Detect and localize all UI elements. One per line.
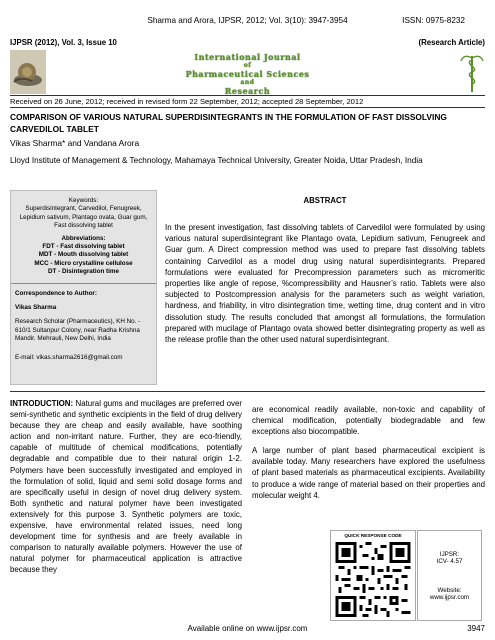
keywords: Superdisintegrant, Carvedilol, Fenugreek, Lepidium sativum, Plantago ovata, Guar gum, Fast dissolving tablet — [19, 205, 148, 230]
masthead-line-1: International Journal — [194, 52, 301, 62]
qr-label: QUICK RESPONSE CODE — [344, 533, 402, 538]
paper-title: COMPARISON OF VARIOUS NATURAL SUPERDISINTEGRANTS IN THE FORMULATION OF FAST DISSOLVING CARVEDILOL TABLET — [10, 112, 447, 134]
abstract-text: In the present investigation, fast dissolving tablets of Carvedilol were formulated by using various natural superdisintegrant like Plantago ovata, Lepidium sativum, Fenugreek and Guar gum. A Direct compression method was used to prepare fast dissolving tablets containing Carvedilol as a model drug using natural superdisintegrants. Prepared formulations were evaluated for Precompression parameters such as micromeritic properties like angle of repose, %compressibility and Hausner’s ratio. Tablets were also subjected to Postcompression analysis for the parameters such as weight variation, hardness, and friability, in vitro disintegration time, wetting time, drug content and in vitro dissolution study. The results concluded that amongst all formulations, the formulation prepared with mucilage of Plantago ovata showed better disintegrating property as well as the release profile than the other used natural superdisintegrant. — [165, 223, 485, 345]
qr-code-icon[interactable] — [335, 542, 411, 617]
journal-banner — [10, 50, 485, 94]
keywords-label: Keywords: — [68, 197, 99, 204]
masthead-line-4: and — [240, 78, 255, 86]
caduceus-icon — [459, 50, 485, 94]
authors: Vikas Sharma* and Vandana Arora — [10, 138, 140, 148]
issn: ISSN: 0975-8232 — [402, 16, 465, 25]
affiliation: Lloyd Institute of Management & Technology, Mahamaya Technical University, Greater Noida, Uttar Pradesh, India — [10, 156, 423, 165]
icv-value: ICV- 4.57 — [436, 558, 463, 565]
abbr-item: FDT - Fast dissolving tablet — [42, 243, 125, 251]
correspondence-label: Correspondence to Author: — [15, 289, 97, 297]
abbr-item: MCC - Micro crystalline cellulose — [34, 259, 133, 267]
body-rule — [10, 391, 485, 392]
header-rule — [10, 95, 485, 96]
correspondence-address: Research Scholar (Pharmaceutics), KH No. - 610/1 Sultanpur Colony, near Radha Krishna Mandir. Mehrauli, New Delhi, India — [15, 318, 141, 343]
sidebar-box — [10, 190, 157, 385]
icv-box — [417, 530, 482, 621]
body-column-left — [10, 398, 242, 576]
introduction-text: Natural gums and mucilages are preferred over semi-synthetic and synthetic excipients in the field of drug delivery because they are cheap and easily available, have soothing action and non-irritant nature. Further, they are eco-friendly, capable of multitude of chemical modifications, potentially degradable and compatible due to their natural origin 1-2. Polymers have been successfully investigated and employed in the formulation of solid, liquid and semi solid dosage forms and are specifically useful in design of novel drug delivery system. Both synthetic and natural polymer have been investigated extensively for this purpose 3. Synthetic polymers are toxic, expensive, have environmental related issues, need long development time for synthesis and are freely available in comparison to naturally available polymers. However the use of natural polymer for pharmaceutical application is attractive because they — [10, 399, 242, 575]
qr-panel — [330, 530, 495, 621]
masthead-line-3: Pharmaceutical Sciences — [185, 69, 310, 79]
footer-text: Available online on www.ijpsr.com — [187, 624, 308, 633]
masthead-line-2: of — [243, 61, 252, 69]
journal-masthead — [10, 53, 485, 96]
abbr-item: MDT - Mouth dissolving tablet — [38, 251, 129, 259]
introduction-heading: INTRODUCTION: — [10, 399, 74, 408]
article-type: (Research Article) — [418, 38, 485, 47]
correspondence-email[interactable]: E-mail: vikas.sharma2616@gmail.com — [15, 353, 123, 361]
sidebar-divider — [11, 283, 156, 284]
page-number: 3947 — [467, 624, 485, 633]
ijpsr-label: IJPSR: — [439, 551, 460, 558]
masthead-line-5: Research — [224, 86, 271, 96]
body-column-right — [252, 404, 485, 509]
correspondence-name: Vikas Sharma — [15, 304, 57, 312]
body-paragraph: are economical readily available, non-toxic and capability of chemical modification, potentially biodegradable and few exceptions also biocompatible. — [252, 405, 485, 437]
running-header: Sharma and Arora, IJPSR, 2012; Vol. 3(10): 3947-3954 — [147, 16, 348, 25]
website-label: Website: — [437, 587, 462, 594]
body-paragraph: A large number of plant based pharmaceutical excipient is available today. Many researchers have explored the usefulness of plant based materials as pharmaceutical excipients. Availability to produce a wide range of material based on their properties and molecular weight 4. — [252, 446, 485, 500]
journal-issue-line: IJPSR (2012), Vol. 3, Issue 10 — [10, 38, 117, 47]
received-dates: Received on 26 June, 2012; received in revised form 22 September, 2012; accepted 28 September, 2012 — [10, 97, 364, 106]
abbreviations-label: Abbreviations: — [61, 234, 106, 242]
website-link[interactable]: www.ijpsr.com — [429, 594, 470, 601]
abstract-heading: ABSTRACT — [303, 196, 347, 205]
abbr-item: DT - Disintegration time — [47, 268, 120, 276]
received-rule — [10, 107, 485, 108]
